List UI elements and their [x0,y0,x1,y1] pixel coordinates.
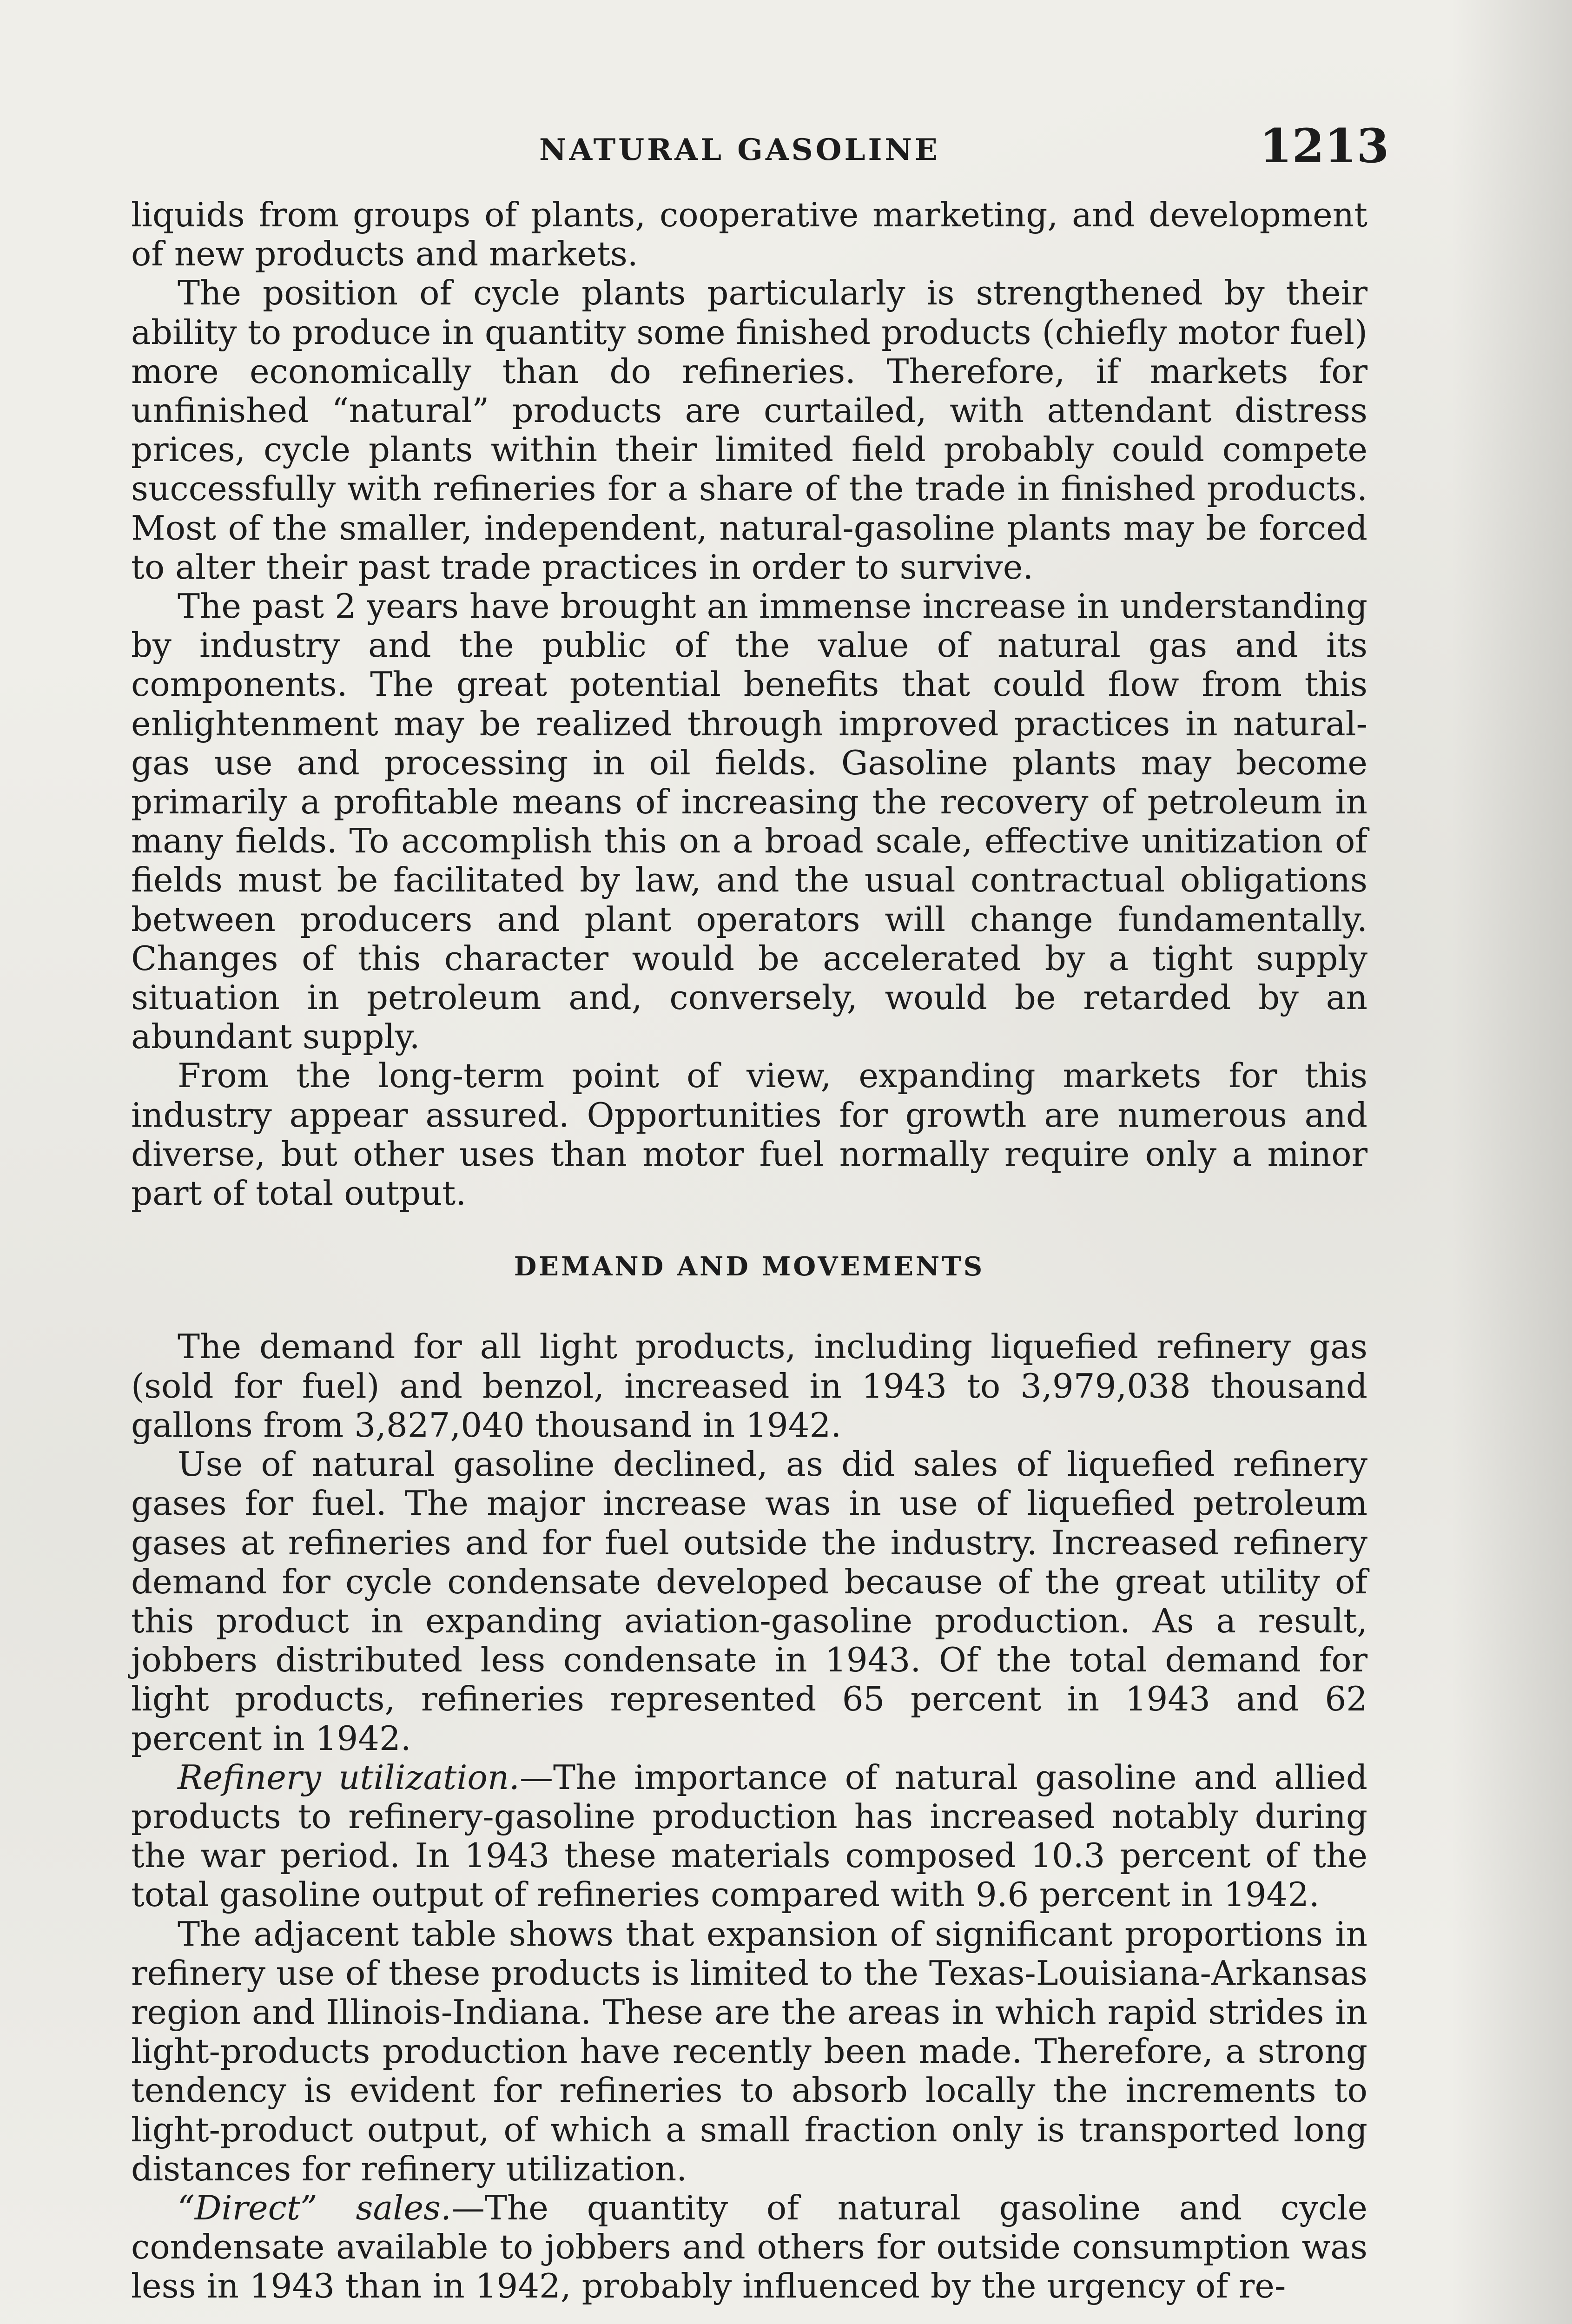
paragraph: The adjacent table shows that expansion of significant proportions in refinery use of these products is limited to the Texas-Louisiana-Arkansas region and Illinois-Indiana. These are the areas in which rapid strides in light-products production have recently been made. Therefore, a strong tendency is evident for refineries to absorb locally the increments to light-product output, of which a small fraction only is transported long distances for refinery utilization. [131,1914,1367,2188]
paragraph-lead: “Direct” sales. [178,2188,451,2227]
paragraph-body: —The quantity of natural gasoline and cycle condensate available to jobbers and others for outside consumption was less in 1943 than in 1942, probably influenced by the urgency of re- [131,2188,1367,2306]
paragraph: The demand for all light products, including liquefied refinery gas (sold for fuel) and benzol, increased in 1943 to 3,979,038 thousand gallons from 3,827,040 thousand in 1942. [131,1327,1367,1445]
paragraph [131,2188,1367,2306]
paragraph: Use of natural gasoline declined, as did sales of liquefied refinery gases for fuel. The major increase was in use of liquefied petroleum gases at refineries and for fuel outside the industry. Increased refinery demand for cycle condensate developed because of the great utility of this product in expanding aviation-gasoline production. As a result, jobbers distributed less condensate in 1943. Of the total demand for light products, refineries represented 65 percent in 1943 and 62 percent in 1942. [131,1445,1367,1758]
paragraph: The past 2 years have brought an immense increase in understanding by industry and the public of the value of natural gas and its components. The great potential benefits that could flow from this enlightenment may be realized through improved practices in natural-gas use and processing in oil fields. Gasoline plants may become primarily a profitable means of increasing the recovery of petroleum in many fields. To accomplish this on a broad scale, effective unitization of fields must be facilitated by law, and the usual contractual obligations between producers and plant operators will change fundamentally. Changes of this character would be accelerated by a tight supply situation in petroleum and, conversely, would be retarded by an abundant supply. [131,587,1367,1056]
body-text [131,195,1367,2306]
paragraph-lead: Refinery utilization. [178,1757,520,1797]
paragraph: liquids from groups of plants, cooperative marketing, and development of new products and markets. [131,195,1367,274]
page-number: 1213 [1260,119,1389,173]
section-heading: DEMAND AND MOVEMENTS [514,1251,985,1282]
paragraph: The position of cycle plants particularly is strengthened by their ability to produce in quantity some finished products (chiefly motor fuel) more economically than do refineries. Therefore, if markets for unfinished “natural” products are curtailed, with attendant distress prices, cycle plants within their limited field probably could compete successfully with refineries for a share of the trade in finished products. Most of the smaller, independent, natural-gasoline plants may be forced to alter their past trade practices in order to survive. [131,273,1367,587]
page-edge-shadow [1451,0,1572,2324]
paragraph-body: —The importance of natural gasoline and allied products to refinery-gasoline production has increased notably during the war period. In 1943 these materials composed 10.3 percent of the total gasoline output of refineries compared with 9.6 percent in 1942. [131,1757,1367,1915]
paragraph [131,1758,1367,1915]
paragraph: From the long-term point of view, expanding markets for this industry appear assured. Opportunities for growth are numerous and diverse, but other uses than motor fuel normally require only a minor part of total output. [131,1056,1367,1213]
running-title: NATURAL GASOLINE [539,132,940,167]
